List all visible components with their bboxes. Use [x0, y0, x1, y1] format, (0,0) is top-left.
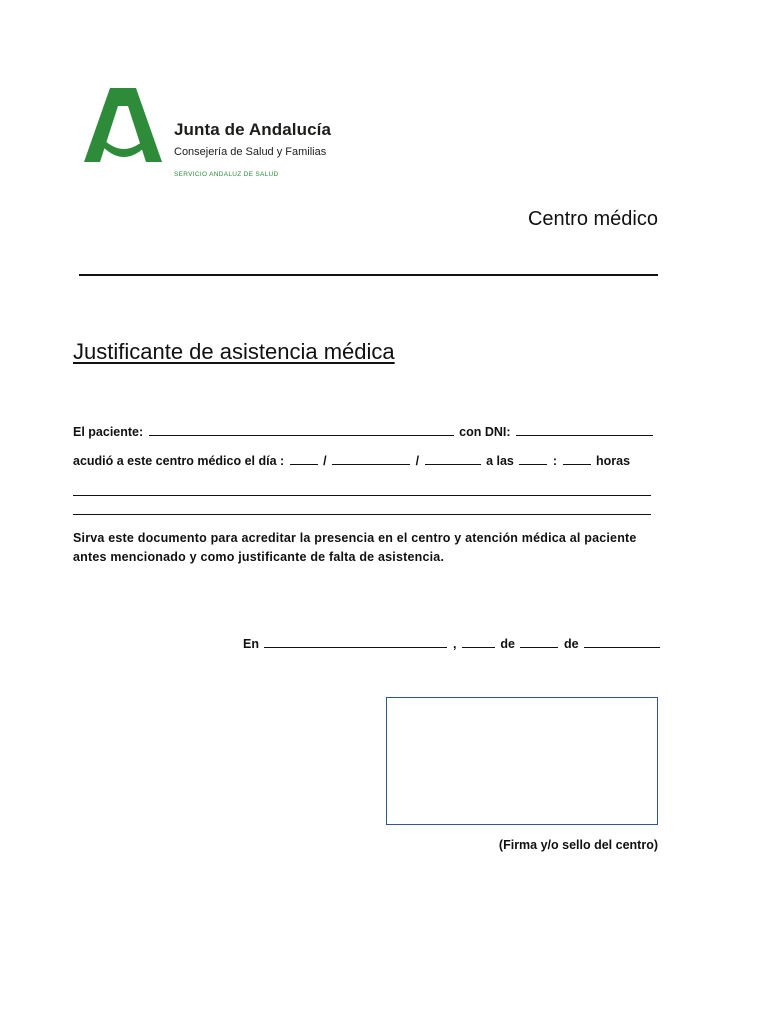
- de-label-1: de: [500, 637, 515, 651]
- patient-name-field[interactable]: [149, 423, 454, 436]
- signature-caption: (Firma y/o sello del centro): [498, 838, 658, 852]
- en-label: En: [243, 637, 259, 651]
- sign-day-field[interactable]: [462, 635, 495, 648]
- place-field[interactable]: [264, 635, 447, 648]
- attendance-row: [73, 452, 630, 470]
- notes-line-2[interactable]: [73, 514, 651, 515]
- andalucia-a-emblem-icon: [84, 88, 164, 164]
- minute-field[interactable]: [563, 452, 591, 465]
- patient-label: El paciente:: [73, 425, 144, 439]
- date-slash-1: /: [323, 454, 327, 468]
- date-slash-2: /: [415, 454, 420, 468]
- centro-name-line[interactable]: [79, 274, 658, 276]
- sign-year-field[interactable]: [584, 635, 660, 648]
- year-field[interactable]: [425, 452, 481, 465]
- logo-service: SERVICIO ANDALUZ DE SALUD: [174, 171, 279, 178]
- de-label-2: de: [563, 637, 579, 651]
- place-comma: ,: [452, 637, 457, 651]
- logo-title: Junta de Andalucía: [174, 120, 332, 139]
- a-las-label: a las: [486, 454, 514, 468]
- time-colon: :: [552, 454, 558, 468]
- document-title: Justificante de asistencia médica: [73, 339, 395, 364]
- sign-month-field[interactable]: [520, 635, 558, 648]
- month-field[interactable]: [332, 452, 410, 465]
- centro-medico-label: Centro médico: [527, 208, 658, 230]
- logo-subtitle: Consejería de Salud y Familias: [174, 146, 327, 158]
- place-date-row: [243, 635, 662, 653]
- junta-andalucia-logo: [84, 82, 344, 194]
- day-field[interactable]: [290, 452, 318, 465]
- horas-label: horas: [595, 454, 631, 468]
- attendance-label: acudió a este centro médico el día :: [73, 454, 285, 468]
- dni-label: con DNI:: [459, 425, 511, 439]
- signature-box[interactable]: [386, 697, 658, 825]
- dni-field[interactable]: [516, 423, 653, 436]
- hour-field[interactable]: [519, 452, 547, 465]
- notes-line-1[interactable]: [73, 495, 651, 496]
- patient-row: [73, 423, 655, 441]
- justification-paragraph: Sirva este documento para acreditar la presencia en el centro y atención médica al paciente antes mencionado y como justificante de falta de asistencia.: [73, 531, 637, 564]
